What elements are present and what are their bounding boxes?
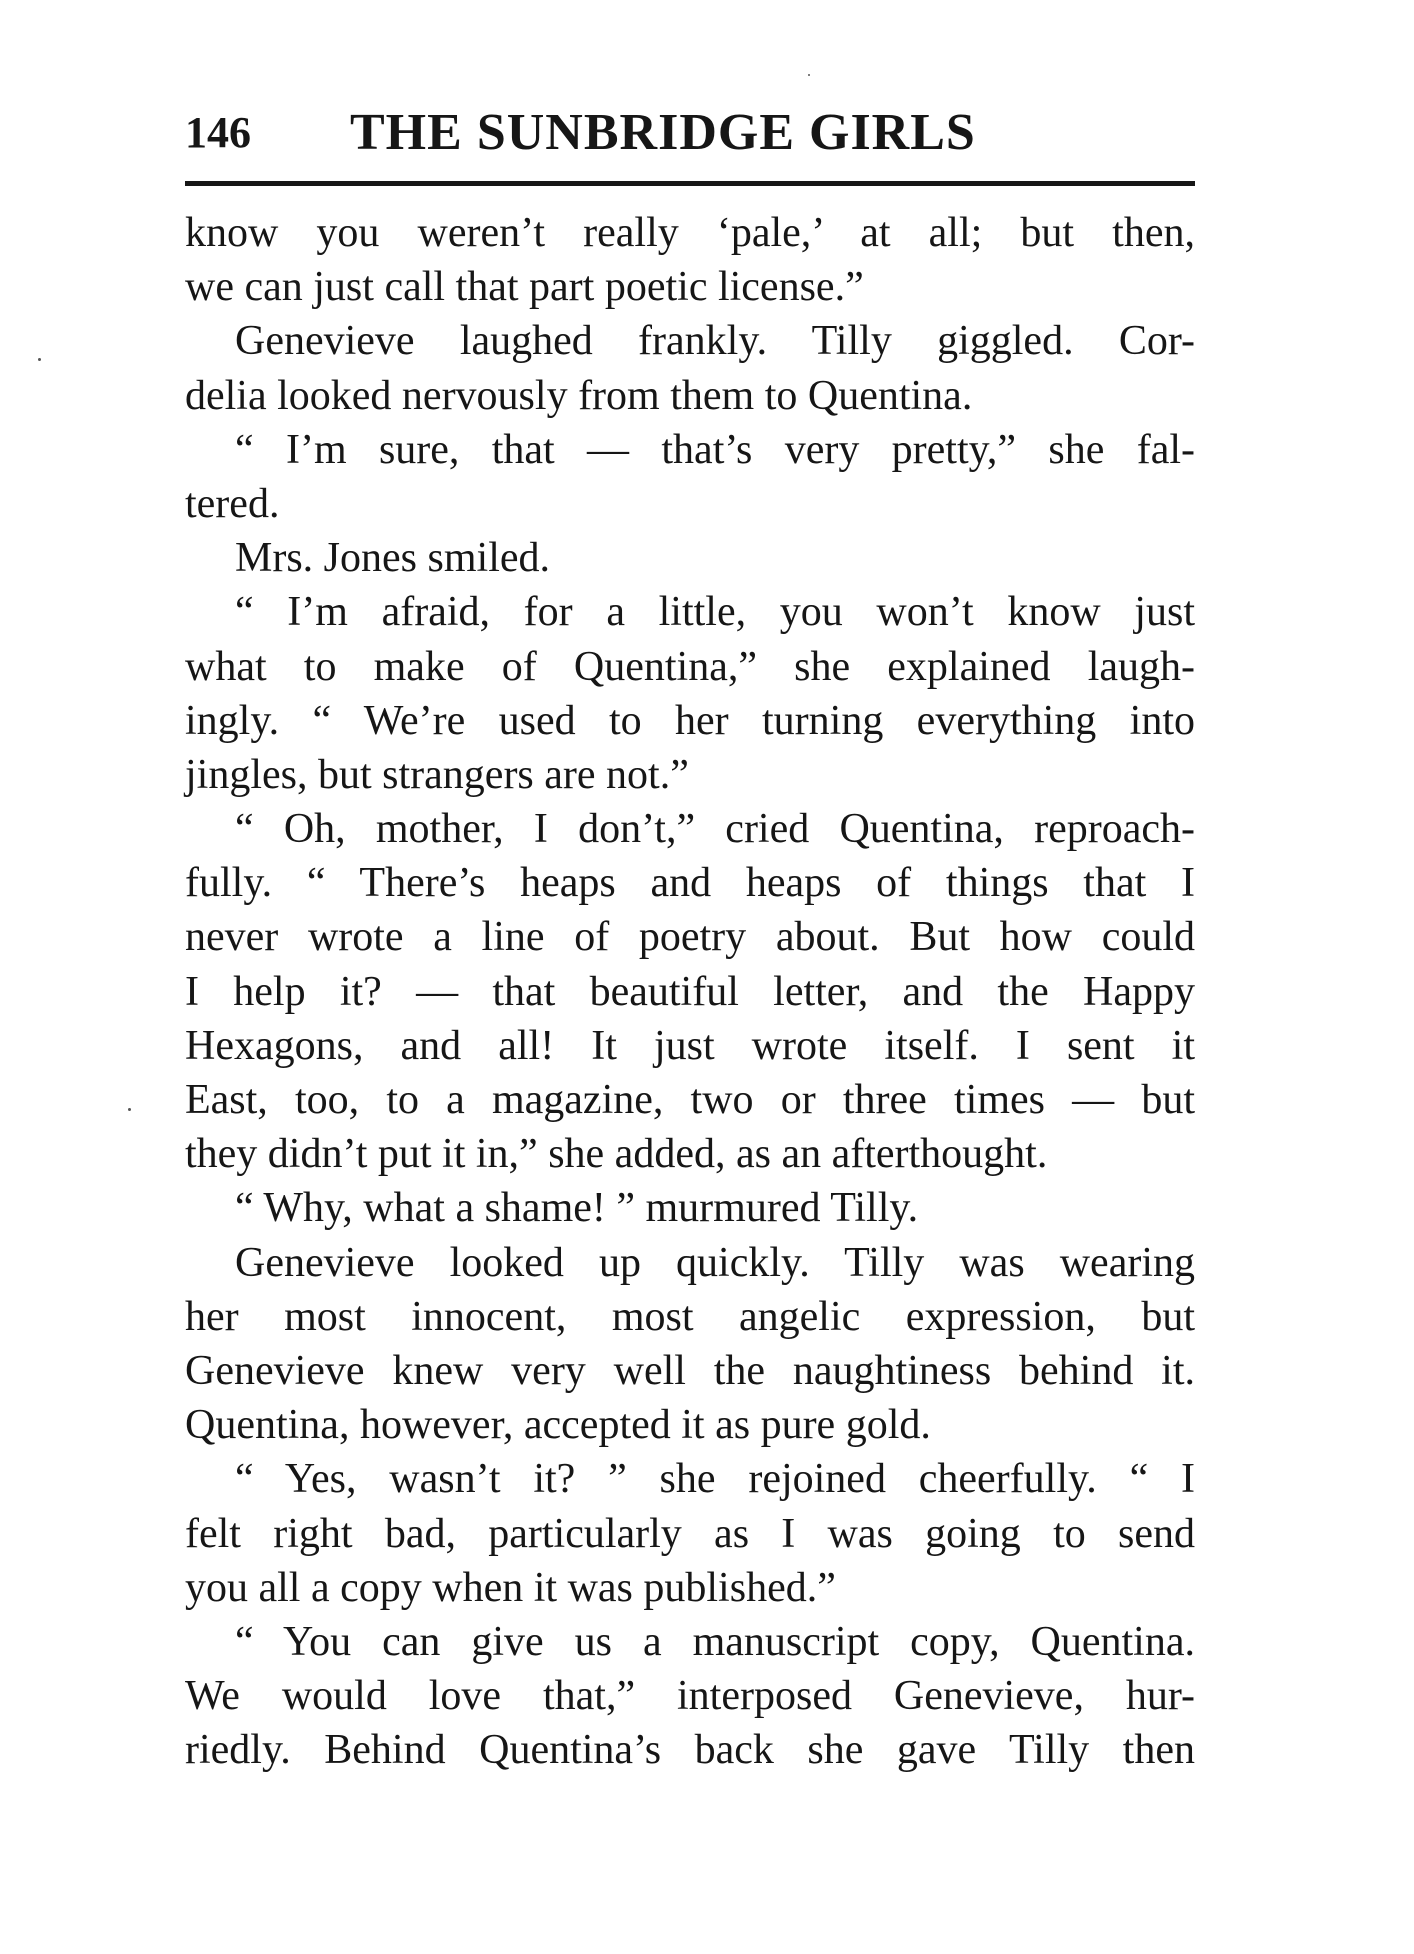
- page-number: 146: [185, 108, 251, 157]
- text-line: “ Why, what a shame! ” murmured Tilly.: [235, 1185, 919, 1232]
- text-line: We would love that,” interposed Genevieve, hur-: [185, 1673, 1195, 1720]
- text-line: Genevieve laughed frankly. Tilly giggled. Cor-: [235, 318, 1195, 365]
- running-title: THE SUNBRIDGE GIRLS: [350, 104, 976, 161]
- text-line: Genevieve knew very well the naughtiness behind it.: [185, 1347, 1195, 1394]
- text-line: never wrote a line of poetry about. But how could: [185, 914, 1195, 961]
- text-line: riedly. Behind Quentina’s back she gave Tilly then: [185, 1727, 1195, 1774]
- text-line: “ Oh, mother, I don’t,” cried Quentina, reproach-: [235, 806, 1195, 853]
- scan-speck: [128, 1108, 131, 1111]
- scan-speck: [38, 358, 41, 361]
- text-line: fully. “ There’s heaps and heaps of things that I: [185, 860, 1195, 907]
- text-line: “ I’m sure, that — that’s very pretty,” she fal-: [235, 426, 1195, 473]
- body-text: [185, 206, 1195, 1777]
- text-line: East, too, to a magazine, two or three times — but: [185, 1077, 1195, 1123]
- text-line: ingly. “ We’re used to her turning everything into: [185, 697, 1195, 744]
- text-line: you all a copy when it was published.”: [185, 1564, 836, 1611]
- text-line: tered.: [185, 480, 280, 527]
- text-line: felt right bad, particularly as I was going to send: [185, 1510, 1195, 1557]
- scan-speck: [808, 74, 810, 76]
- text-line: Mrs. Jones smiled.: [235, 535, 550, 582]
- running-head: [185, 103, 1195, 163]
- text-line: delia looked nervously from them to Quentina.: [185, 372, 973, 419]
- text-line: we can just call that part poetic license.”: [185, 264, 864, 311]
- header-rule: [185, 181, 1195, 186]
- text-line: “ You can give us a manuscript copy, Quentina.: [235, 1618, 1195, 1665]
- text-line: what to make of Quentina,” she explained laugh-: [185, 643, 1195, 690]
- text-line: Quentina, however, accepted it as pure gold.: [185, 1402, 931, 1449]
- text-line: “ I’m afraid, for a little, you won’t know just: [235, 589, 1195, 636]
- text-line: jingles, but strangers are not.”: [185, 751, 689, 798]
- text-line: Genevieve looked up quickly. Tilly was wearing: [235, 1239, 1195, 1286]
- text-line: Hexagons, and all! It just wrote itself. I sent it: [185, 1022, 1195, 1069]
- text-line: her most innocent, most angelic expression, but: [185, 1293, 1195, 1340]
- text-line: “ Yes, wasn’t it? ” she rejoined cheerfully. “ I: [235, 1456, 1195, 1503]
- text-line: know you weren’t really ‘pale,’ at all; but then,: [185, 210, 1195, 256]
- text-line: they didn’t put it in,” she added, as an afterthought.: [185, 1131, 1048, 1178]
- text-line: I help it? — that beautiful letter, and the Happy: [185, 968, 1195, 1015]
